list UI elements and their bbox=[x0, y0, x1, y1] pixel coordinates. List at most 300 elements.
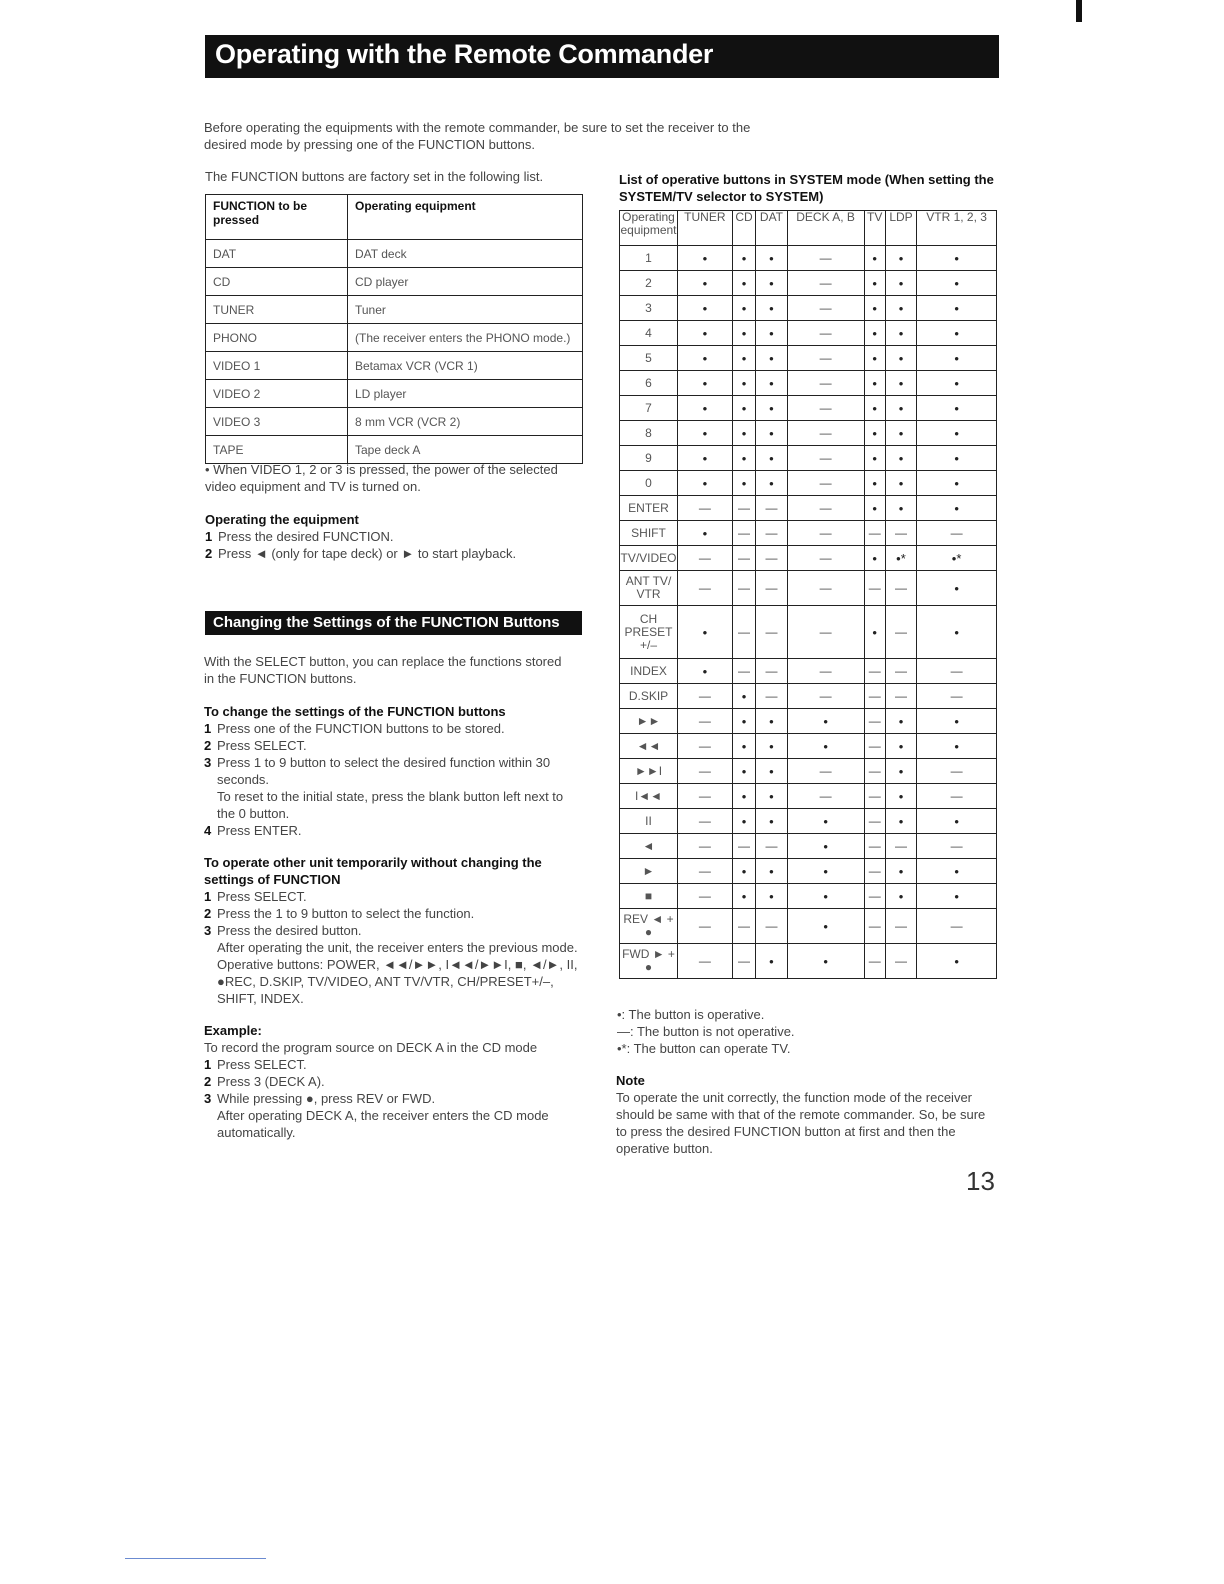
operative-cell: • bbox=[732, 396, 756, 421]
operative-cell: — bbox=[787, 371, 864, 396]
button-label-cell: 9 bbox=[620, 446, 678, 471]
operative-cell: — bbox=[678, 734, 733, 759]
operative-cell: • bbox=[787, 944, 864, 979]
operative-cell: • bbox=[917, 396, 997, 421]
operative-cell: — bbox=[864, 784, 885, 809]
table-row bbox=[620, 321, 997, 346]
operative-cell: — bbox=[787, 521, 864, 546]
button-label-cell: ENTER bbox=[620, 496, 678, 521]
legend bbox=[617, 1006, 795, 1057]
step-text: Press SELECT. bbox=[217, 1057, 307, 1072]
operative-cell: — bbox=[732, 834, 756, 859]
video-note: • When VIDEO 1, 2 or 3 is pressed, the power of the selected video equipment and TV is turned on. bbox=[205, 462, 558, 494]
step-text: After operating DECK A, the receiver enters the CD mode automatically. bbox=[217, 1108, 549, 1140]
table-row bbox=[206, 268, 583, 296]
table-row bbox=[620, 834, 997, 859]
operative-cell: • bbox=[864, 606, 885, 659]
table-row bbox=[620, 909, 997, 944]
equipment-cell: 8 mm VCR (VCR 2) bbox=[348, 408, 583, 436]
table-row bbox=[620, 246, 997, 271]
step-text: Press SELECT. bbox=[217, 889, 307, 904]
step-item bbox=[204, 1056, 584, 1073]
system-table-header: CD bbox=[732, 211, 756, 246]
operative-cell: • bbox=[732, 709, 756, 734]
function-table-header: FUNCTION to be pressed bbox=[206, 195, 348, 240]
legend-item: •*: The button can operate TV. bbox=[617, 1041, 791, 1056]
operative-cell: • bbox=[885, 421, 916, 446]
system-table-header: LDP bbox=[885, 211, 916, 246]
button-label-cell: 1 bbox=[620, 246, 678, 271]
operative-cell: — bbox=[864, 809, 885, 834]
operate-other-steps bbox=[204, 888, 584, 1007]
operative-cell: — bbox=[787, 784, 864, 809]
operative-cell: • bbox=[885, 296, 916, 321]
step-text: Press the desired button. bbox=[217, 923, 362, 938]
operative-cell: — bbox=[885, 944, 916, 979]
operative-cell: • bbox=[756, 271, 787, 296]
table-row bbox=[620, 396, 997, 421]
function-name-cell: DAT bbox=[206, 240, 348, 268]
operative-cell: — bbox=[678, 809, 733, 834]
step-number: 2 bbox=[205, 546, 213, 561]
operative-cell: — bbox=[787, 659, 864, 684]
operative-cell: — bbox=[756, 659, 787, 684]
operative-cell: • bbox=[917, 371, 997, 396]
operative-cell: — bbox=[885, 834, 916, 859]
operative-cell: • bbox=[787, 734, 864, 759]
function-name-cell: CD bbox=[206, 268, 348, 296]
operative-cell: • bbox=[756, 809, 787, 834]
table-row bbox=[206, 408, 583, 436]
equipment-cell: Betamax VCR (VCR 1) bbox=[348, 352, 583, 380]
operative-cell: • bbox=[756, 944, 787, 979]
step-item bbox=[204, 788, 584, 822]
table-row bbox=[620, 944, 997, 979]
operative-cell: • bbox=[756, 859, 787, 884]
operative-cell: • bbox=[917, 271, 997, 296]
operative-cell: — bbox=[864, 521, 885, 546]
button-label-cell: ANT TV/ VTR bbox=[620, 571, 678, 606]
operative-cell: • bbox=[885, 346, 916, 371]
operative-cell: • bbox=[678, 371, 733, 396]
step-number: 3 bbox=[204, 755, 212, 770]
operative-cell: • bbox=[864, 346, 885, 371]
operative-cell: — bbox=[756, 571, 787, 606]
example-intro: To record the program source on DECK A in the CD mode bbox=[204, 1040, 538, 1055]
operative-cell: • bbox=[756, 709, 787, 734]
legend-item: —: The button is not operative. bbox=[617, 1024, 795, 1039]
operative-cell: • bbox=[756, 371, 787, 396]
operative-cell: — bbox=[787, 346, 864, 371]
footer-rule bbox=[125, 1558, 266, 1559]
operative-cell: • bbox=[917, 709, 997, 734]
change-settings-steps bbox=[204, 720, 584, 839]
operative-cell: • bbox=[732, 859, 756, 884]
operative-cell: — bbox=[678, 571, 733, 606]
operative-cell: • bbox=[864, 471, 885, 496]
operative-cell: • bbox=[787, 709, 864, 734]
table-row bbox=[206, 296, 583, 324]
operative-cell: — bbox=[732, 659, 756, 684]
operative-cell: • bbox=[732, 684, 756, 709]
table-row bbox=[206, 436, 583, 464]
operative-cell: • bbox=[678, 346, 733, 371]
table-row bbox=[620, 471, 997, 496]
operative-cell: — bbox=[678, 496, 733, 521]
table-row bbox=[620, 421, 997, 446]
table-row bbox=[620, 296, 997, 321]
page-number: 13 bbox=[966, 1166, 995, 1196]
operative-cell: • bbox=[864, 421, 885, 446]
step-text: Press 1 to 9 button to select the desired function within 30 seconds. bbox=[217, 755, 551, 787]
operative-cell: — bbox=[917, 834, 997, 859]
system-table-header: DAT bbox=[756, 211, 787, 246]
step-number: 3 bbox=[204, 923, 212, 938]
operative-cell: • bbox=[756, 734, 787, 759]
operative-cell: • bbox=[678, 396, 733, 421]
system-table-title: List of operative buttons in SYSTEM mode (When setting the SYSTEM/TV selector to SYSTEM) bbox=[619, 172, 994, 204]
step-text: Press the 1 to 9 button to select the function. bbox=[217, 906, 475, 921]
operative-cell: — bbox=[756, 909, 787, 944]
operative-cell: • bbox=[885, 759, 916, 784]
operative-cell: — bbox=[787, 571, 864, 606]
step-item bbox=[204, 1090, 584, 1107]
step-item bbox=[204, 754, 584, 788]
operative-cell: — bbox=[864, 884, 885, 909]
operative-cell: • bbox=[885, 784, 916, 809]
step-number: 2 bbox=[204, 738, 212, 753]
step-number: 3 bbox=[204, 1091, 212, 1106]
equipment-cell: Tuner bbox=[348, 296, 583, 324]
operative-cell: • bbox=[732, 296, 756, 321]
table-row bbox=[620, 809, 997, 834]
intro-paragraph: Before operating the equipments with the remote commander, be sure to set the receiver to the desired mode by pressing one of the FUNCTION buttons. bbox=[204, 120, 751, 152]
operative-cell: • bbox=[864, 396, 885, 421]
operative-cell: • bbox=[756, 321, 787, 346]
operating-steps bbox=[205, 528, 585, 562]
button-label-cell: ► bbox=[620, 859, 678, 884]
operative-cell: — bbox=[756, 496, 787, 521]
operative-cell: • bbox=[917, 571, 997, 606]
table-row bbox=[620, 659, 997, 684]
operative-cell: • bbox=[917, 346, 997, 371]
operative-cell: — bbox=[917, 659, 997, 684]
button-label-cell: TV/VIDEO bbox=[620, 546, 678, 571]
operative-cell: — bbox=[917, 684, 997, 709]
operative-cell: • bbox=[885, 321, 916, 346]
operative-cell: • bbox=[885, 446, 916, 471]
table-row bbox=[206, 352, 583, 380]
operative-cell: • bbox=[885, 496, 916, 521]
button-label-cell: D.SKIP bbox=[620, 684, 678, 709]
operative-cell: • bbox=[787, 884, 864, 909]
example-steps bbox=[204, 1056, 584, 1141]
function-name-cell: VIDEO 2 bbox=[206, 380, 348, 408]
operative-cell: • bbox=[678, 271, 733, 296]
operative-cell: • bbox=[732, 271, 756, 296]
button-label-cell: 3 bbox=[620, 296, 678, 321]
operative-cell: — bbox=[787, 471, 864, 496]
operative-cell: • bbox=[864, 321, 885, 346]
operative-cell: — bbox=[787, 606, 864, 659]
operative-cell: • bbox=[917, 446, 997, 471]
operative-cell: — bbox=[787, 759, 864, 784]
step-text: Press SELECT. bbox=[217, 738, 307, 753]
step-text: Press 3 (DECK A). bbox=[217, 1074, 325, 1089]
example-section bbox=[204, 1022, 584, 1141]
note-text: To operate the unit correctly, the function mode of the receiver should be same with that of the remote commander. So, be sure to press the desired FUNCTION button at first and then the operative button. bbox=[616, 1090, 986, 1156]
table-row bbox=[620, 734, 997, 759]
button-label-cell: ►►I bbox=[620, 759, 678, 784]
system-table-header: Operating equipment bbox=[620, 211, 678, 246]
operative-cell: — bbox=[678, 784, 733, 809]
table-row bbox=[620, 859, 997, 884]
table-row bbox=[620, 571, 997, 606]
system-table-header: TV bbox=[864, 211, 885, 246]
operative-cell: • bbox=[864, 371, 885, 396]
operative-cell: • bbox=[678, 659, 733, 684]
operative-cell: • bbox=[917, 471, 997, 496]
operative-cell: — bbox=[678, 884, 733, 909]
table-row bbox=[620, 271, 997, 296]
operative-cell: — bbox=[787, 271, 864, 296]
operative-cell: • bbox=[678, 471, 733, 496]
equipment-cell: (The receiver enters the PHONO mode.) bbox=[348, 324, 583, 352]
step-item bbox=[204, 922, 584, 939]
table-row bbox=[620, 371, 997, 396]
operative-cell: — bbox=[864, 944, 885, 979]
operative-cell: — bbox=[732, 944, 756, 979]
title-bar bbox=[205, 35, 999, 78]
operative-cell: • bbox=[756, 246, 787, 271]
operative-cell: • bbox=[756, 421, 787, 446]
operative-cell: — bbox=[678, 759, 733, 784]
table-row bbox=[206, 324, 583, 352]
operative-cell: • bbox=[756, 346, 787, 371]
operative-cell: • bbox=[885, 396, 916, 421]
operative-cell: • bbox=[885, 734, 916, 759]
step-number: 4 bbox=[204, 823, 212, 838]
step-item bbox=[204, 737, 584, 754]
step-item bbox=[204, 720, 584, 737]
operating-heading: Operating the equipment bbox=[205, 512, 359, 527]
operative-cell: — bbox=[864, 834, 885, 859]
button-label-cell: 8 bbox=[620, 421, 678, 446]
operative-cell: — bbox=[787, 446, 864, 471]
step-text: Press ◄ (only for tape deck) or ► to start playback. bbox=[218, 546, 517, 561]
operative-cell: — bbox=[787, 421, 864, 446]
button-label-cell: REV ◄ + ● bbox=[620, 909, 678, 944]
function-name-cell: TUNER bbox=[206, 296, 348, 324]
page-title: Operating with the Remote Commander bbox=[215, 39, 714, 69]
operative-cell: — bbox=[678, 684, 733, 709]
system-table-header: TUNER bbox=[678, 211, 733, 246]
operative-cell: • bbox=[732, 421, 756, 446]
step-item bbox=[205, 545, 585, 562]
operative-cell: • bbox=[678, 321, 733, 346]
operate-other-section bbox=[204, 854, 584, 1007]
operating-section bbox=[205, 511, 585, 562]
table-row bbox=[620, 521, 997, 546]
operative-cell: — bbox=[732, 571, 756, 606]
table-row bbox=[620, 684, 997, 709]
step-number: 1 bbox=[204, 889, 212, 904]
operative-cell: • bbox=[756, 884, 787, 909]
button-label-cell: 0 bbox=[620, 471, 678, 496]
operative-cell: — bbox=[787, 496, 864, 521]
step-item bbox=[204, 1073, 584, 1090]
operative-cell: • bbox=[756, 296, 787, 321]
button-label-cell: ◄ bbox=[620, 834, 678, 859]
step-number: 2 bbox=[204, 1074, 212, 1089]
operate-other-heading: To operate other unit temporarily without changing the settings of FUNCTION bbox=[204, 855, 542, 887]
table-row bbox=[620, 546, 997, 571]
operative-cell: — bbox=[787, 296, 864, 321]
step-item bbox=[204, 888, 584, 905]
operative-cell: • bbox=[885, 859, 916, 884]
operative-cell: — bbox=[917, 784, 997, 809]
operative-cell: • bbox=[864, 271, 885, 296]
operative-cell: • bbox=[885, 809, 916, 834]
operative-cell: • bbox=[917, 606, 997, 659]
operative-cell: • bbox=[678, 521, 733, 546]
operative-cell: — bbox=[678, 546, 733, 571]
operative-cell: • bbox=[917, 809, 997, 834]
button-label-cell: 6 bbox=[620, 371, 678, 396]
operative-cell: • bbox=[678, 296, 733, 321]
operative-cell: • bbox=[787, 809, 864, 834]
function-name-cell: VIDEO 3 bbox=[206, 408, 348, 436]
change-settings-section bbox=[204, 703, 584, 839]
operative-cell: — bbox=[756, 684, 787, 709]
operative-cell: • bbox=[917, 496, 997, 521]
operative-cell: • bbox=[917, 859, 997, 884]
operative-cell: • bbox=[864, 446, 885, 471]
operative-cell: • bbox=[885, 271, 916, 296]
operative-cell: — bbox=[787, 246, 864, 271]
operative-cell: — bbox=[917, 521, 997, 546]
step-text: While pressing ●, press REV or FWD. bbox=[217, 1091, 436, 1106]
operative-cell: •* bbox=[917, 546, 997, 571]
operative-cell: — bbox=[678, 709, 733, 734]
operative-cell: — bbox=[732, 909, 756, 944]
operative-cell: • bbox=[885, 246, 916, 271]
function-name-cell: PHONO bbox=[206, 324, 348, 352]
operative-cell: — bbox=[864, 759, 885, 784]
operative-cell: • bbox=[885, 471, 916, 496]
button-label-cell: II bbox=[620, 809, 678, 834]
operative-cell: — bbox=[885, 521, 916, 546]
button-label-cell: 7 bbox=[620, 396, 678, 421]
step-text: After operating the unit, the receiver enters the previous mode. bbox=[217, 940, 578, 955]
operative-cell: • bbox=[732, 884, 756, 909]
operative-cell: — bbox=[917, 909, 997, 944]
operative-cell: • bbox=[678, 421, 733, 446]
operative-cell: • bbox=[885, 371, 916, 396]
step-item bbox=[204, 939, 584, 956]
operative-cell: • bbox=[787, 834, 864, 859]
step-text: Press the desired FUNCTION. bbox=[218, 529, 394, 544]
table-row bbox=[620, 709, 997, 734]
operative-cell: • bbox=[678, 446, 733, 471]
button-label-cell: ◄◄ bbox=[620, 734, 678, 759]
operative-cell: • bbox=[864, 496, 885, 521]
operative-cell: • bbox=[756, 471, 787, 496]
operative-cell: — bbox=[678, 909, 733, 944]
button-label-cell: SHIFT bbox=[620, 521, 678, 546]
button-label-cell: ■ bbox=[620, 884, 678, 909]
table-row bbox=[206, 240, 583, 268]
page-edge-mark bbox=[1076, 0, 1082, 22]
operative-cell: — bbox=[864, 709, 885, 734]
button-label-cell: 2 bbox=[620, 271, 678, 296]
operative-cell: — bbox=[885, 684, 916, 709]
table-row bbox=[620, 884, 997, 909]
operative-cell: • bbox=[787, 909, 864, 944]
operative-cell: • bbox=[917, 321, 997, 346]
operative-cell: •* bbox=[885, 546, 916, 571]
operative-cell: — bbox=[678, 834, 733, 859]
equipment-cell: LD player bbox=[348, 380, 583, 408]
operative-cell: — bbox=[756, 521, 787, 546]
operative-cell: • bbox=[756, 396, 787, 421]
operative-cell: • bbox=[732, 346, 756, 371]
button-label-cell: I◄◄ bbox=[620, 784, 678, 809]
operative-cell: • bbox=[756, 446, 787, 471]
operative-cell: — bbox=[885, 571, 916, 606]
operative-cell: • bbox=[732, 784, 756, 809]
table-row bbox=[620, 346, 997, 371]
operative-cell: — bbox=[864, 909, 885, 944]
operative-cell: • bbox=[917, 884, 997, 909]
operative-cell: — bbox=[864, 734, 885, 759]
step-item bbox=[205, 528, 585, 545]
operative-cell: — bbox=[732, 521, 756, 546]
operative-cell: • bbox=[678, 246, 733, 271]
operative-cell: • bbox=[678, 606, 733, 659]
operative-cell: • bbox=[732, 471, 756, 496]
step-number: 1 bbox=[205, 529, 213, 544]
operative-cell: • bbox=[864, 246, 885, 271]
operative-cell: • bbox=[732, 246, 756, 271]
operative-cell: — bbox=[756, 834, 787, 859]
operative-cell: — bbox=[885, 606, 916, 659]
table-row bbox=[620, 784, 997, 809]
change-settings-heading: To change the settings of the FUNCTION buttons bbox=[204, 704, 506, 719]
table-row bbox=[620, 496, 997, 521]
note-heading: Note bbox=[616, 1073, 645, 1088]
operative-cell: • bbox=[732, 446, 756, 471]
system-table-header: DECK A, B bbox=[787, 211, 864, 246]
operative-cell: — bbox=[732, 546, 756, 571]
step-number: 1 bbox=[204, 721, 212, 736]
operative-cell: — bbox=[864, 659, 885, 684]
step-number: 2 bbox=[204, 906, 212, 921]
step-item bbox=[204, 822, 584, 839]
note-section bbox=[616, 1072, 996, 1157]
step-text: Press ENTER. bbox=[217, 823, 302, 838]
operative-cell: • bbox=[756, 784, 787, 809]
operative-cell: • bbox=[917, 296, 997, 321]
example-heading: Example: bbox=[204, 1023, 262, 1038]
operative-cell: • bbox=[732, 371, 756, 396]
operative-cell: — bbox=[787, 396, 864, 421]
operative-cell: — bbox=[678, 859, 733, 884]
operative-cell: • bbox=[917, 246, 997, 271]
equipment-cell: Tape deck A bbox=[348, 436, 583, 464]
operative-cell: — bbox=[787, 684, 864, 709]
operative-cell: • bbox=[864, 296, 885, 321]
